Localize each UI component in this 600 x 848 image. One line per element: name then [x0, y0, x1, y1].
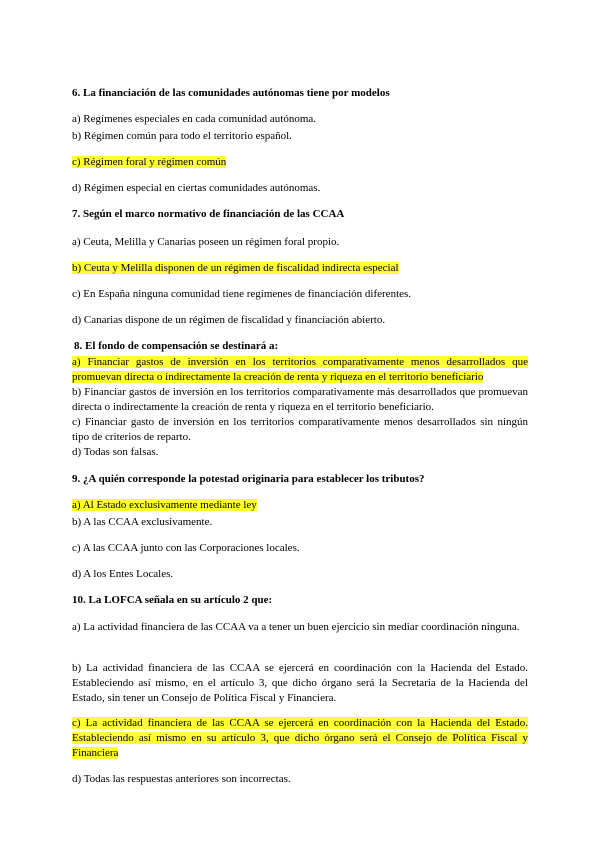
question-8-answer-b: b) Financiar gastos de inversión en los territorios comparativamente más desarrollados que promuevan directa o indirectamente la creación de renta y riqueza en el territorio beneficiario. — [72, 386, 528, 413]
question-8-title: 8. El fondo de compensación se destinará a: — [74, 340, 279, 352]
question-7-answer-b — [72, 261, 528, 276]
question-6-answer-a: a) Regímenes especiales en cada comunidad autónoma. — [72, 113, 317, 125]
question-8-answer-c: c) Financiar gasto de inversión en los territorios comparativamente menos desarrollados sin ningún tipo de criterios de reparto. — [72, 416, 528, 443]
question-10-answer-d: d) Todas las respuestas anteriores son incorrectas. — [72, 773, 291, 785]
question-9-answer-c: c) A las CCAA junto con las Corporaciones locales. — [72, 542, 300, 554]
question-10-answer-c — [72, 716, 528, 761]
question-10-answer-b: b) La actividad financiera de las CCAA se ejercerá en coordinación con la Hacienda del Estado. Estableciendo así mismo, en el artículo 3, que dicho órgano será la Secretaria de la Hacienda del Estado, sin tener un Consejo de Política Fiscal y Financiera. — [72, 662, 528, 704]
highlighted-answer: a) Al Estado exclusivamente mediante ley — [72, 499, 257, 511]
question-7-answer-c: c) En España ninguna comunidad tiene regímenes de financiación diferentes. — [72, 288, 412, 300]
question-6-answer-b: b) Régimen común para todo el territorio español. — [72, 130, 292, 142]
highlighted-answer: c) Régimen foral y régimen común — [72, 156, 227, 168]
question-9-answer-d: d) A los Entes Locales. — [72, 568, 174, 580]
question-10-answer-a: a) La actividad financiera de las CCAA va a tener un buen ejercicio sin mediar coordinación ninguna. — [72, 621, 520, 633]
question-7-answer-d: d) Canarias dispone de un régimen de fiscalidad y financiación abierto. — [72, 314, 386, 326]
highlighted-answer: c) La actividad financiera de las CCAA se ejercerá en coordinación con la Hacienda del Estado. Estableciendo así mismo en su artículo 3, que dicho órgano será el Consejo de Política Fiscal y Financiera — [72, 717, 528, 759]
question-9-title: 9. ¿A quién corresponde la potestad originaria para establecer los tributos? — [72, 473, 425, 485]
question-6-title: 6. La financiación de las comunidades autónomas tiene por modelos — [72, 87, 390, 99]
question-9-answer-a — [72, 498, 528, 513]
question-9-answer-b: b) A las CCAA exclusivamente. — [72, 516, 213, 528]
question-6-answer-c — [72, 155, 528, 170]
question-7-title: 7. Según el marco normativo de financiación de las CCAA — [72, 208, 345, 220]
highlighted-answer: a) Financiar gastos de inversión en los territorios comparativamente menos desarrollados que promuevan directa o indirectamente la creación de renta y riqueza en el territorio beneficiario — [72, 356, 528, 383]
question-10-title: 10. La LOFCA señala en su artículo 2 que: — [72, 594, 273, 606]
highlighted-answer: b) Ceuta y Melilla disponen de un régimen de fiscalidad indirecta especial — [72, 262, 399, 274]
question-6-answer-d: d) Régimen especial en ciertas comunidades autónomas. — [72, 182, 321, 194]
question-8-answer-d: d) Todas son falsas. — [72, 446, 159, 458]
question-8-answer-a — [72, 355, 528, 385]
question-7-answer-a: a) Ceuta, Melilla y Canarias poseen un régimen foral propio. — [72, 236, 340, 248]
